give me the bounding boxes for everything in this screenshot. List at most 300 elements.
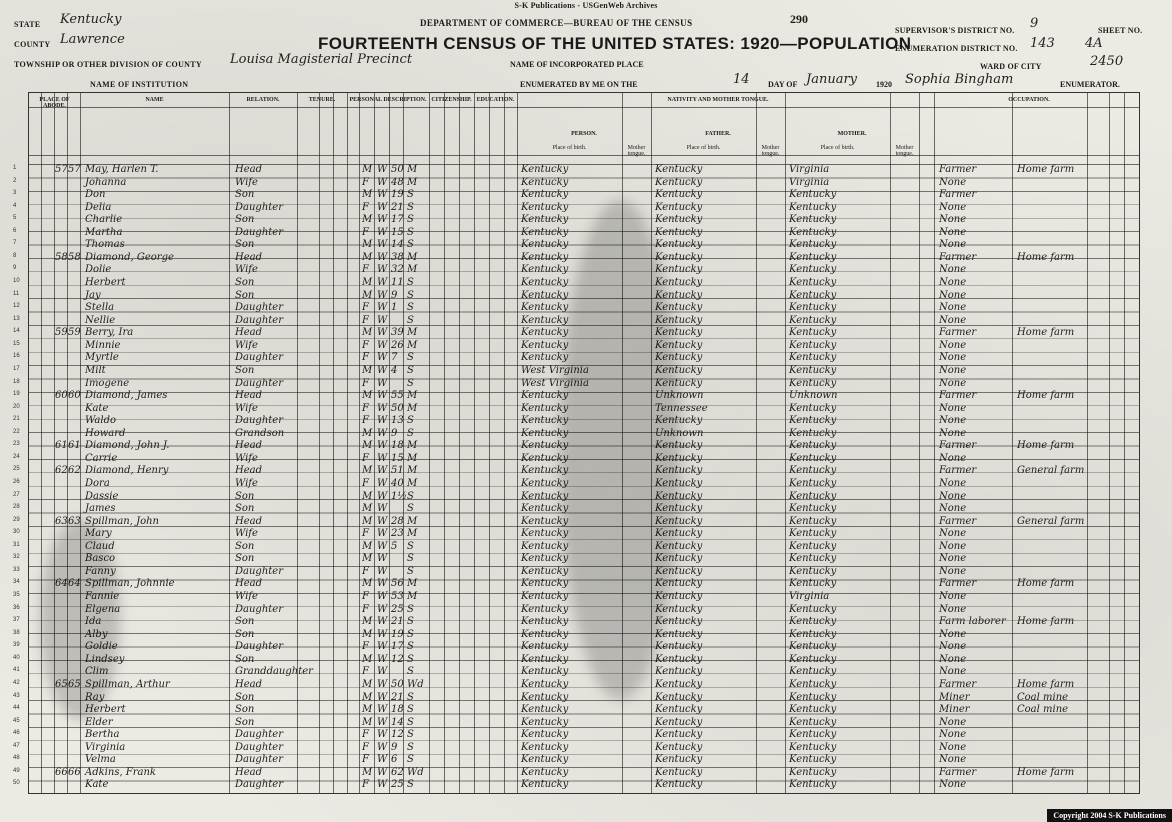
cell-name: Elgena <box>85 603 121 615</box>
cell-mpob: Kentucky <box>789 402 837 414</box>
cell-mpob: Kentucky <box>789 515 837 527</box>
cell-mpob: Kentucky <box>789 327 837 339</box>
cell-ms: S <box>407 729 414 741</box>
cell-ms: M <box>407 515 418 527</box>
cell-age: 50 <box>391 402 404 414</box>
cell-name: Mary <box>85 528 112 540</box>
cell-pob: Kentucky <box>521 641 569 653</box>
row-number: 10 <box>13 278 20 285</box>
year-label: 1920 <box>876 80 892 89</box>
table-row <box>13 653 1139 667</box>
cell-ms: S <box>407 691 414 703</box>
cell-sex: M <box>362 691 373 703</box>
cell-fpob: Kentucky <box>655 277 703 289</box>
cell-occ: None <box>939 716 967 728</box>
cell-mpob: Kentucky <box>789 251 837 263</box>
cell-dw: 66 <box>55 766 68 778</box>
cell-occ: None <box>939 415 967 427</box>
cell-rel: Son <box>235 553 255 565</box>
cell-race: W <box>377 478 388 489</box>
cell-mpob: Kentucky <box>789 415 837 427</box>
cell-fpob: Kentucky <box>655 239 703 251</box>
township-value: Louisa Magisterial Precinct <box>230 52 413 67</box>
col-citizenship: CITIZENSHIP. <box>431 97 472 103</box>
cell-mpob: Kentucky <box>789 478 837 489</box>
cell-pob: Kentucky <box>521 779 569 791</box>
row-number: 31 <box>13 541 20 548</box>
row-number: 50 <box>13 780 20 787</box>
cell-occ: None <box>939 226 967 238</box>
cell-mpob: Kentucky <box>789 465 837 477</box>
cell-mpob: Kentucky <box>789 289 837 301</box>
cell-mpob: Kentucky <box>789 277 837 289</box>
cell-pob: Kentucky <box>521 339 569 351</box>
cell-ms: S <box>407 226 414 238</box>
cell-fam: 58 <box>68 251 81 263</box>
cell-occ: None <box>939 364 967 376</box>
cell-name: Clim <box>85 666 109 678</box>
cell-sex: F <box>362 452 369 464</box>
cell-pob: Kentucky <box>521 201 569 213</box>
cell-ms: S <box>407 490 414 502</box>
cell-ind: Home farm <box>1017 164 1075 175</box>
row-number: 49 <box>13 767 20 774</box>
cell-occ: Farmer <box>939 678 977 690</box>
cell-ms: S <box>407 666 414 678</box>
cell-dw: 57 <box>55 164 68 175</box>
cell-rel: Head <box>235 327 263 339</box>
cell-ms: Wd <box>407 766 424 778</box>
cell-pob: Kentucky <box>521 704 569 716</box>
cell-ind: Home farm <box>1017 390 1075 402</box>
cell-race: W <box>377 503 388 515</box>
cell-mpob: Kentucky <box>789 452 837 464</box>
cell-race: W <box>377 465 388 477</box>
cell-age: 50 <box>391 678 404 690</box>
cell-race: W <box>377 616 388 628</box>
cell-age: 18 <box>391 704 404 716</box>
incorporated-label: NAME OF INCORPORATED PLACE <box>510 60 644 69</box>
cell-dw: 64 <box>55 578 68 590</box>
col-mother: MOTHER. <box>837 131 867 137</box>
supervisor-label: SUPERVISOR'S DISTRICT NO. <box>895 26 1015 35</box>
cell-race: W <box>377 427 388 439</box>
cell-ms: S <box>407 427 414 439</box>
row-number: 23 <box>13 441 20 448</box>
col-name: NAME <box>145 97 164 103</box>
cell-name: Alby <box>85 628 108 640</box>
cell-race: W <box>377 578 388 590</box>
cell-race: W <box>377 314 388 326</box>
cell-race: W <box>377 176 388 188</box>
cell-sex: M <box>362 553 373 565</box>
table-row <box>13 716 1139 730</box>
cell-pob: Kentucky <box>521 628 569 640</box>
cell-pob: Kentucky <box>521 390 569 402</box>
row-number: 8 <box>13 252 17 259</box>
cell-rel: Grandson <box>235 427 285 439</box>
cell-ms: S <box>407 364 414 376</box>
cell-pob: Kentucky <box>521 164 569 175</box>
col-person-tongue: Mother tongue. <box>627 145 646 157</box>
cell-mpob: Kentucky <box>789 603 837 615</box>
cell-sex: M <box>362 277 373 289</box>
state-label: STATE <box>14 20 41 29</box>
cell-fpob: Kentucky <box>655 189 703 201</box>
cell-mpob: Kentucky <box>789 377 837 389</box>
cell-sex: F <box>362 591 369 603</box>
cell-rel: Daughter <box>235 314 283 326</box>
cell-name: Kate <box>85 402 109 414</box>
cell-pob: Kentucky <box>521 603 569 615</box>
cell-sex: M <box>362 214 373 226</box>
cell-mpob: Kentucky <box>789 226 837 238</box>
cell-ms: S <box>407 553 414 565</box>
cell-pob: Kentucky <box>521 766 569 778</box>
cell-fpob: Kentucky <box>655 490 703 502</box>
cell-race: W <box>377 754 388 766</box>
cell-name: Imogene <box>85 377 130 389</box>
cell-mpob: Virginia <box>789 164 830 175</box>
cell-sex: M <box>362 364 373 376</box>
col-father-tongue: Mother tongue. <box>761 145 780 157</box>
cell-age: 19 <box>391 189 404 201</box>
cell-occ: None <box>939 377 967 389</box>
cell-ms: Wd <box>407 678 424 690</box>
cell-mpob: Kentucky <box>789 653 837 665</box>
table-row <box>13 766 1139 780</box>
cell-dw: 60 <box>55 390 68 402</box>
cell-sex: F <box>362 201 369 213</box>
cell-fpob: Kentucky <box>655 452 703 464</box>
cell-age: 14 <box>391 716 404 728</box>
cell-occ: Farmer <box>939 189 977 201</box>
cell-rel: Son <box>235 490 255 502</box>
cell-fpob: Kentucky <box>655 339 703 351</box>
cell-rel: Head <box>235 390 263 402</box>
cell-sex: F <box>362 264 369 276</box>
cell-rel: Daughter <box>235 729 283 741</box>
cell-pob: Kentucky <box>521 515 569 527</box>
cell-ms: S <box>407 704 414 716</box>
cell-pob: Kentucky <box>521 503 569 515</box>
table-row <box>13 226 1139 240</box>
row-number: 36 <box>13 604 20 611</box>
cell-fpob: Unknown <box>655 390 704 402</box>
cell-pob: Kentucky <box>521 440 569 452</box>
cell-sex: F <box>362 226 369 238</box>
cell-rel: Son <box>235 214 255 226</box>
cell-rel: Head <box>235 440 263 452</box>
row-number: 6 <box>13 227 17 234</box>
cell-mpob: Kentucky <box>789 339 837 351</box>
cell-race: W <box>377 603 388 615</box>
cell-race: W <box>377 452 388 464</box>
cell-sex: M <box>362 289 373 301</box>
cell-sex: M <box>362 440 373 452</box>
row-number: 46 <box>13 730 20 737</box>
cell-pob: Kentucky <box>521 189 569 201</box>
cell-age: 7 <box>391 352 398 364</box>
cell-occ: None <box>939 666 967 678</box>
cell-ms: S <box>407 653 414 665</box>
cell-race: W <box>377 440 388 452</box>
cell-race: W <box>377 691 388 703</box>
cell-name: Spillman, Arthur <box>85 678 170 690</box>
cell-age: 15 <box>391 226 404 238</box>
cell-ms: S <box>407 201 414 213</box>
cell-mpob: Kentucky <box>789 616 837 628</box>
cell-pob: Kentucky <box>521 427 569 439</box>
cell-name: May, Harlen T. <box>85 164 159 175</box>
cell-race: W <box>377 666 388 678</box>
cell-age: 21 <box>391 691 404 703</box>
cell-mpob: Unknown <box>789 390 838 402</box>
cell-occ: None <box>939 302 967 314</box>
cell-mpob: Kentucky <box>789 490 837 502</box>
cell-pob: Kentucky <box>521 729 569 741</box>
row-number: 21 <box>13 416 20 423</box>
cell-pob: Kentucky <box>521 754 569 766</box>
cell-name: Herbert <box>85 277 126 289</box>
cell-mpob: Kentucky <box>789 352 837 364</box>
township-label: TOWNSHIP OR OTHER DIVISION OF COUNTY <box>14 60 202 69</box>
cell-mpob: Kentucky <box>789 704 837 716</box>
institution-label: NAME OF INSTITUTION <box>90 80 189 89</box>
cell-rel: Son <box>235 189 255 201</box>
cell-occ: None <box>939 264 967 276</box>
cell-sex: F <box>362 352 369 364</box>
row-number: 22 <box>13 428 20 435</box>
enumerated-by-label: ENUMERATED BY ME ON THE <box>520 80 638 89</box>
table-row <box>13 164 1139 177</box>
cell-age: 5 <box>391 540 398 552</box>
col-father-pob: Place of birth. <box>686 145 721 151</box>
cell-rel: Wife <box>235 591 258 603</box>
row-number: 44 <box>13 705 20 712</box>
cell-fpob: Kentucky <box>655 766 703 778</box>
row-number: 39 <box>13 642 20 649</box>
cell-ind: General farm <box>1017 465 1085 477</box>
cell-occ: None <box>939 565 967 577</box>
row-number: 32 <box>13 554 20 561</box>
cell-name: James <box>85 503 116 515</box>
cell-ms: S <box>407 641 414 653</box>
cell-name: Dora <box>85 478 110 489</box>
col-person-pob: Place of birth. <box>552 145 587 151</box>
cell-sex: M <box>362 653 373 665</box>
cell-fpob: Kentucky <box>655 578 703 590</box>
cell-ms: S <box>407 540 414 552</box>
cell-age: 11 <box>391 277 404 289</box>
cell-race: W <box>377 490 388 502</box>
row-number: 38 <box>13 629 20 636</box>
cell-pob: Kentucky <box>521 691 569 703</box>
cell-rel: Son <box>235 277 255 289</box>
cell-name: Stella <box>85 302 115 314</box>
cell-name: Spillman, Johnnie <box>85 578 175 590</box>
cell-age: 1 <box>391 302 398 314</box>
cell-pob: Kentucky <box>521 327 569 339</box>
row-number: 15 <box>13 340 20 347</box>
day-of-label: DAY OF <box>768 80 798 89</box>
row-number: 27 <box>13 491 20 498</box>
cell-name: Fannie <box>85 591 120 603</box>
cell-occ: None <box>939 628 967 640</box>
cell-pob: Kentucky <box>521 251 569 263</box>
cell-race: W <box>377 302 388 314</box>
table-row <box>13 754 1139 767</box>
cell-ms: S <box>407 214 414 226</box>
cell-pob: West Virginia <box>521 364 589 376</box>
cell-name: Nellie <box>85 314 116 326</box>
cell-occ: Farmer <box>939 440 977 452</box>
cell-rel: Son <box>235 704 255 716</box>
cell-occ: None <box>939 729 967 741</box>
cell-dw: 58 <box>55 251 68 263</box>
cell-age: 48 <box>391 176 404 188</box>
cell-race: W <box>377 226 388 238</box>
cell-mpob: Kentucky <box>789 779 837 791</box>
cell-rel: Son <box>235 364 255 376</box>
table-row <box>13 729 1139 742</box>
cell-ms: M <box>407 478 418 489</box>
cell-race: W <box>377 390 388 402</box>
cell-rel: Daughter <box>235 641 283 653</box>
cell-fpob: Kentucky <box>655 478 703 489</box>
cell-fam: 66 <box>68 766 81 778</box>
col-occupation: OCCUPATION. <box>1008 97 1050 103</box>
cell-mpob: Kentucky <box>789 440 837 452</box>
cell-mpob: Kentucky <box>789 729 837 741</box>
cell-occ: None <box>939 277 967 289</box>
cell-rel: Daughter <box>235 226 283 238</box>
cell-occ: None <box>939 176 967 188</box>
cell-fpob: Kentucky <box>655 678 703 690</box>
cell-name: Ida <box>85 616 102 628</box>
cell-ms: M <box>407 176 418 188</box>
cell-fam: 63 <box>68 515 81 527</box>
cell-age: 1½ <box>391 490 408 502</box>
cell-fpob: Kentucky <box>655 729 703 741</box>
row-number: 13 <box>13 315 20 322</box>
cell-name: Elder <box>85 716 113 728</box>
col-nativity: NATIVITY AND MOTHER TONGUE. <box>667 97 769 103</box>
cell-ind: Home farm <box>1017 578 1075 590</box>
cell-rel: Head <box>235 578 263 590</box>
cell-ms: M <box>407 402 418 414</box>
cell-fpob: Kentucky <box>655 591 703 603</box>
row-number: 29 <box>13 516 20 523</box>
cell-race: W <box>377 678 388 690</box>
table-row <box>13 189 1139 202</box>
cell-mpob: Kentucky <box>789 427 837 439</box>
cell-pob: Kentucky <box>521 528 569 540</box>
cell-age: 53 <box>391 591 404 603</box>
cell-ind: Coal mine <box>1017 704 1069 716</box>
row-number: 11 <box>13 290 20 297</box>
cell-rel: Son <box>235 289 255 301</box>
cell-name: Delia <box>85 201 112 213</box>
cell-sex: F <box>362 641 369 653</box>
cell-occ: None <box>939 528 967 540</box>
row-number: 43 <box>13 692 20 699</box>
cell-mpob: Kentucky <box>789 503 837 515</box>
cell-race: W <box>377 264 388 276</box>
cell-age: 25 <box>391 779 404 791</box>
cell-age: 55 <box>391 390 404 402</box>
cell-rel: Daughter <box>235 352 283 364</box>
cell-name: Dolie <box>85 264 112 276</box>
cell-rel: Daughter <box>235 779 283 791</box>
cell-name: Diamond, John J. <box>85 440 170 452</box>
enumeration-value: 143 <box>1030 36 1055 51</box>
cell-ms: S <box>407 754 414 766</box>
source-banner: S-K Publications - USGenWeb Archives <box>514 1 658 10</box>
cell-rel: Daughter <box>235 377 283 389</box>
cell-rel: Wife <box>235 264 258 276</box>
cell-name: Diamond, Henry <box>85 465 169 477</box>
cell-age: 40 <box>391 478 404 489</box>
enumerated-day: 14 <box>733 72 750 87</box>
cell-pob: Kentucky <box>521 490 569 502</box>
cell-mpob: Kentucky <box>789 189 837 201</box>
cell-rel: Head <box>235 251 263 263</box>
cell-ind: Home farm <box>1017 251 1075 263</box>
cell-occ: Miner <box>939 704 970 716</box>
cell-fpob: Kentucky <box>655 754 703 766</box>
cell-fpob: Kentucky <box>655 226 703 238</box>
cell-sex: M <box>362 390 373 402</box>
cell-occ: Farmer <box>939 766 977 778</box>
cell-sex: M <box>362 251 373 263</box>
col-personal: PERSONAL DESCRIPTION. <box>349 97 427 103</box>
cell-pob: Kentucky <box>521 666 569 678</box>
table-row <box>13 678 1139 692</box>
cell-pob: Kentucky <box>521 616 569 628</box>
cell-name: Diamond, George <box>85 251 174 263</box>
cell-rel: Head <box>235 515 263 527</box>
cell-fpob: Kentucky <box>655 704 703 716</box>
col-place-of-abode: PLACE OF ABODE. <box>39 97 70 109</box>
cell-fpob: Kentucky <box>655 503 703 515</box>
row-number: 35 <box>13 592 20 599</box>
cell-name: Kate <box>85 779 109 791</box>
cell-sex: F <box>362 176 369 188</box>
sheet-label: SHEET NO. <box>1098 26 1143 35</box>
cell-age: 17 <box>391 214 404 226</box>
cell-dw: 61 <box>55 440 68 452</box>
cell-fpob: Kentucky <box>655 214 703 226</box>
cell-occ: None <box>939 427 967 439</box>
cell-fpob: Kentucky <box>655 616 703 628</box>
cell-race: W <box>377 653 388 665</box>
cell-name: Goldie <box>85 641 118 653</box>
row-number: 45 <box>13 717 20 724</box>
cell-name: Spillman, John <box>85 515 159 527</box>
cell-fam: 57 <box>68 164 81 175</box>
cell-pob: Kentucky <box>521 578 569 590</box>
cell-pob: Kentucky <box>521 277 569 289</box>
cell-name: Velma <box>85 754 116 766</box>
cell-sex: M <box>362 239 373 251</box>
col-mother-pob: Place of birth. <box>820 145 855 151</box>
cell-sex: M <box>362 189 373 201</box>
sheet-stamp-number: 290 <box>790 12 808 26</box>
cell-fpob: Kentucky <box>655 264 703 276</box>
cell-occ: None <box>939 239 967 251</box>
row-number: 28 <box>13 504 20 511</box>
